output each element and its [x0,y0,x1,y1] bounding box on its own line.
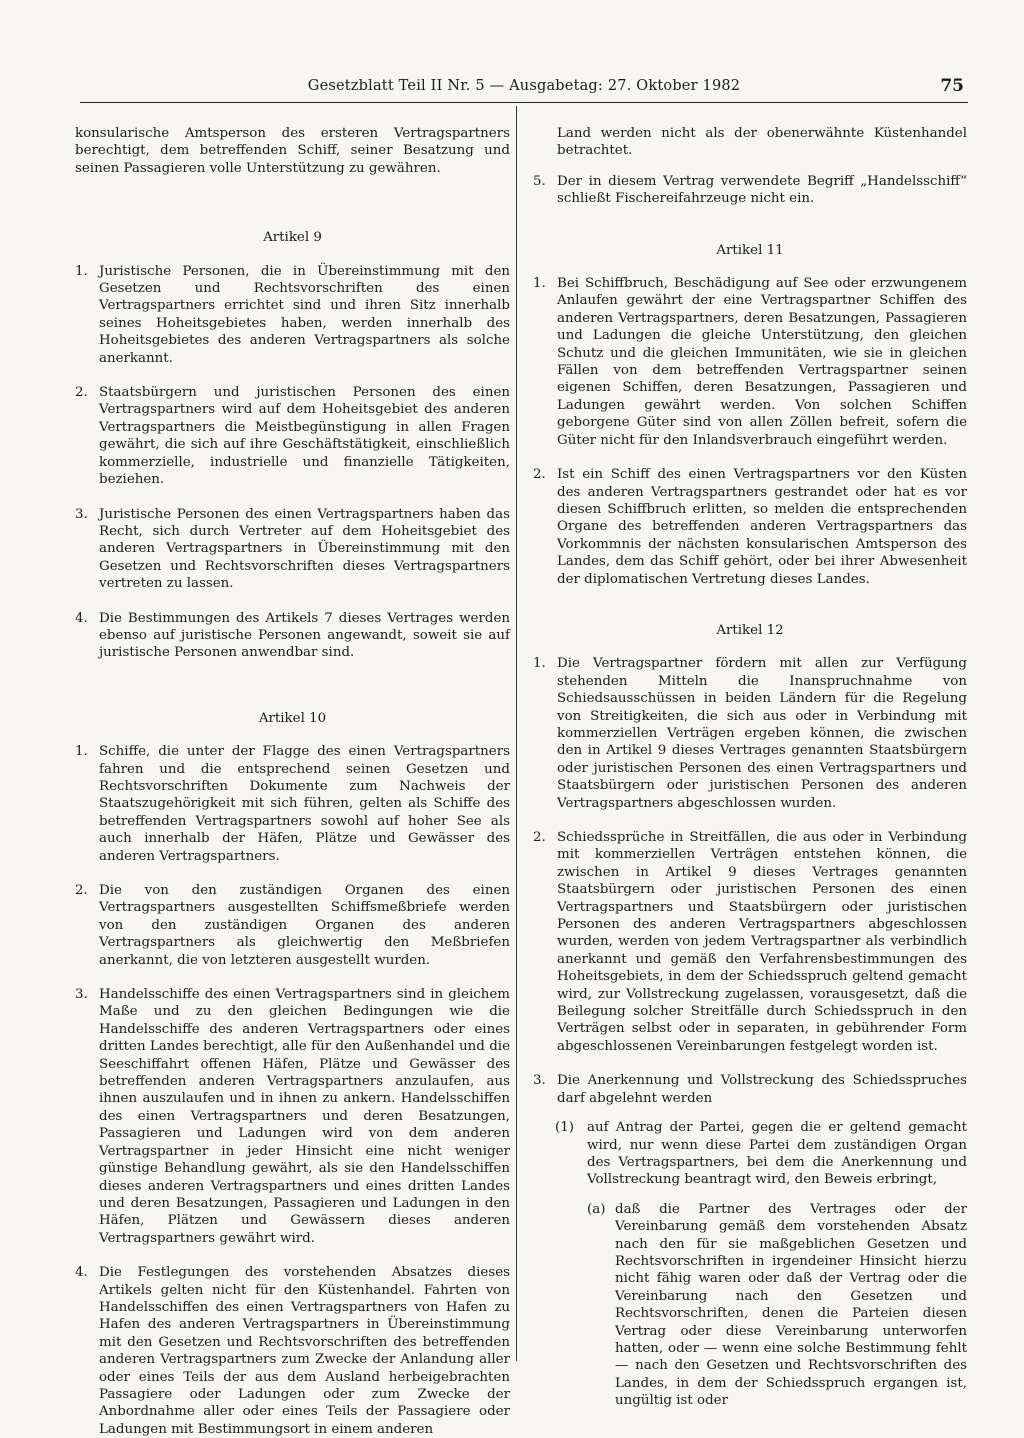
item-number: 2. [75,385,88,401]
header-title: Gesetzblatt Teil II Nr. 5 — Ausgabetag: 27. Oktober 1982 [307,78,741,94]
art12-subitem-a [587,1201,967,1410]
item-text: Bei Schiffbruch, Beschädigung auf See oder erzwungenem Anlaufen gewährt der eine Vertragspartner Schiffen des anderen Vertragspartners, deren Besatzungen, Passagieren und Ladungen die gleiche Unterstützung, den gleichen Schutz und die gleichen Immunitäten, wie sie in gleichen Fällen von dem betreffenden Vertragspartner seinen eigenen Schiffen, deren Besatzungen, Passagieren und Ladungen gewährt werden. Von solchen Schiffen geborgene Güter sind von allen Zöllen befreit, sofern die Güter nicht für den Inlandsverbrauch eingeführt werden. [557,276,967,448]
art11-item-2 [533,466,967,588]
art12-item-1 [533,655,967,812]
art10-item-4 [75,1264,510,1438]
art10-item-1 [75,743,510,865]
art9-item-3 [75,506,510,593]
subitem-number: (1) [555,1120,574,1136]
heading-artikel-11: Artikel 11 [716,242,784,258]
item-number: 2. [533,467,546,483]
item-number: 4. [75,610,88,626]
item-number: 1. [75,744,88,760]
art9-item-1 [75,263,510,367]
art12-item-2 [533,829,967,1055]
item-text: Die von den zuständigen Organen des einen Vertragspartners ausgestellten Schiffsmeßbriefe werden von den zuständigen Organen des anderen Vertragspartners als gleichwertig den Meßbriefen anerkannt, die von letzteren ausgestellt wurden. [99,883,510,968]
art10-item-3 [75,986,510,1247]
item-number: 2. [533,830,546,845]
item-number: 2. [75,883,88,898]
item-number: 1. [533,656,546,672]
item-text: Handelsschiffe des einen Vertragspartners sind in gleichem Maße und zu den gleichen Bedingungen wie die Handelsschiffe des anderen Vertragspartners oder eines dritten Landes berechtigt, alle für den Außenhandel und die Seeschiffahrt offenen Häfen, Plätze und Gewässer des betreffenden anderen Vertragspartners anzulaufen, aus ihnen auszulaufen und in ihnen zu ankern. Handelsschiffen des einen Vertragspartners und deren Besatzungen, Passagieren und Ladungen wird von dem anderen Vertragspartner in jeder Hinsicht eine nicht weniger günstige Behandlung gewährt, als sie den Handelsschiffen dieses anderen Vertragspartners und eines dritten Landes und deren Besatzungen, Passagieren und Ladungen in den Häfen, Plätzen und Gewässern dieses anderen Vertragspartners gewährt wird. [99,987,510,1246]
left-column [75,125,510,1438]
item-text: Juristische Personen, die in Übereinstimmung mit den Gesetzen und Rechtsvorschriften des einen Vertragspartners errichtet sind und ihren Sitz innerhalb seines Hoheitsgebietes haben, werden innerhalb des Hoheitsgebietes des anderen Vertragspartners als solche anerkannt. [99,263,510,366]
art11-item-1 [533,275,967,449]
art12-item-3 [533,1072,967,1107]
art9-item-2 [75,384,510,488]
continuation-paragraph: Land werden nicht als der obenerwähnte Küstenhandel betrachtet. [557,126,967,159]
item-text: Ist ein Schiff des einen Vertragspartners vor den Küsten des anderen Vertragspartners gestrandet oder hat es vor diesen Schiffbruch erlitten, so melden die entsprechenden Organe des betreffenden anderen Vertragspartners das Vorkommnis der nächsten konsularischen Amtsperson des Landes, dem das Schiff gehört, oder bei ihrer Abwesenheit der diplomatischen Vertretung dieses Landes. [557,467,967,587]
art10-item-2 [75,882,510,969]
item-text: Staatsbürgern und juristischen Personen des einen Vertragspartners wird auf dem Hoheitsgebiet des anderen Vertragspartners die Meistbegünstigung in allen Fragen gewährt, die sich auf ihre Geschäftstätigkeit, einschließlich kommerzielle, industrielle und finanzielle Tätigkeiten, beziehen. [99,385,510,488]
item-text: Schiffe, die unter der Flagge des einen Vertragspartners fahren und die entsprechend seinen Gesetzen und Rechtsvorschriften Dokumente zum Nachweis der Staatszugehörigkeit mit sich führen, gelten als Schiffe des betreffenden Vertragspartners sowohl auf hoher See als auch innerhalb der Häfen, Plätze und Gewässer des anderen Vertragspartners. [99,744,510,864]
item-number: 3. [75,506,88,522]
heading-artikel-10: Artikel 10 [258,710,327,726]
page-number: 75 [940,76,964,96]
art12-subitem-1 [555,1119,967,1189]
item-number: 5. [533,173,546,189]
item-text: Juristische Personen des einen Vertragspartners haben das Recht, sich durch Vertreter auf dem Hoheitsgebiet des anderen Vertragspartners in Übereinstimmung mit den Gesetzen und Rechtsvorschriften dieses Vertragspartners vertreten zu lassen. [99,506,510,592]
intro-paragraph: konsularische Amtsperson des ersteren Vertragspartners berechtigt, dem betreffenden Schiff, seiner Besatzung und seinen Passagieren volle Unterstützung zu gewähren. [75,126,510,176]
art9-item-4 [75,610,510,662]
item-text: Schiedssprüche in Streitfällen, die aus oder in Verbindung mit kommerziellen Verträgen entstehen können, die zwischen in Artikel 9 dieses Vertrages genannten Staatsbürgern oder juristischen Personen des einen Vertragspartners und Staatsbürgern oder juristischen Personen des anderen Vertragspartners abgeschlossen wurden, werden von jedem Vertragspartner als verbindlich anerkannt und gemäß den Verfahrensbestimmungen des Hoheitsgebiets, in dem der Schiedsspruch geltend gemacht wird, zur Vollstreckung zugelassen, vorausgesetzt, daß die Beilegung solcher Streitfälle durch Schiedsspruch in den Verträgen selbst oder in separaten, in gebührender Form abgeschlossenen Vereinbarungen festgelegt worden ist. [557,830,967,1054]
heading-artikel-9: Artikel 9 [263,230,322,246]
column-divider [516,106,517,1361]
subitem-text: daß die Partner des Vertrages oder der Vereinbarung gemäß dem vorstehenden Absatz nach den für sie maßgeblichen Gesetzen und Rechtsvorschriften in irgendeiner Hinsicht hierzu nicht fähig waren oder daß der Vertrag oder die Vereinbarung nach den Gesetzen und Rechtsvorschriften, denen die Parteien diesen Vertrag oder diese Vereinbarung unterworfen hatten, oder — wenn eine solche Bestimmung fehlt — nach den Gesetzen und Rechtsvorschriften des Landes, in dem der Schiedsspruch ergangen ist, ungültig ist oder [615,1201,967,1409]
heading-artikel-12: Artikel 12 [716,622,784,638]
item-text: Der in diesem Vertrag verwendete Begriff „Handelsschiff“ schließt Fischereifahrzeuge nicht ein. [557,173,967,207]
item-text: Die Vertragspartner fördern mit allen zur Verfügung stehenden Mitteln die Inanspruchnahme von Schiedsausschüssen in beiden Ländern für die Regelung von Streitigkeiten, die sich aus oder in Verbindung mit kommerziellen Verträgen ergeben können, die zwischen den in Artikel 9 dieses Vertrages genannten Staatsbürgern oder juristischen Personen des einen Vertragspartners und Staatsbürgern oder juristischen Personen des anderen Vertragspartners abgeschlossen wurden. [557,656,967,811]
subitem-letter: (a) [587,1201,606,1217]
item-text: Die Bestimmungen des Artikels 7 dieses Vertrages werden ebenso auf juristische Personen angewandt, soweit sie auf juristische Personen anwendbar sind. [99,610,510,661]
item-number: 1. [75,263,88,279]
subitem-text: auf Antrag der Partei, gegen die er geltend gemacht wird, nur wenn diese Partei dem zuständigen Organ des Vertragspartners, bei dem die Anerkennung und Vollstreckung beantragt wird, den Beweis erbringt, [587,1120,967,1188]
item-text: Die Anerkennung und Vollstreckung des Schiedsspruches darf abgelehnt werden [557,1073,967,1106]
item-number: 4. [75,1265,88,1281]
art10-item-5 [533,173,967,208]
item-text: Die Festlegungen des vorstehenden Absatzes dieses Artikels gelten nicht für den Küstenhandel. Fahrten von Handelsschiffen des einen Vertragspartners von Hafen zu Hafen des anderen Vertragspartners in Übereinstimmung mit den Gesetzen und Rechtsvorschriften des betreffenden anderen Vertragspartners zum Zwecke der Anlandung aller oder eines Teils der aus dem Ausland herbeigebrachten Passagiere oder Ladungen oder zum Zwecke der Anbordnahme aller oder eines Teils der Passagiere oder Ladungen mit Bestimmungsort in einem anderen [99,1265,510,1437]
item-number: 3. [533,1073,546,1089]
item-number: 3. [75,987,88,1003]
page-header [80,78,968,103]
right-column [533,125,967,1410]
item-number: 1. [533,276,546,292]
